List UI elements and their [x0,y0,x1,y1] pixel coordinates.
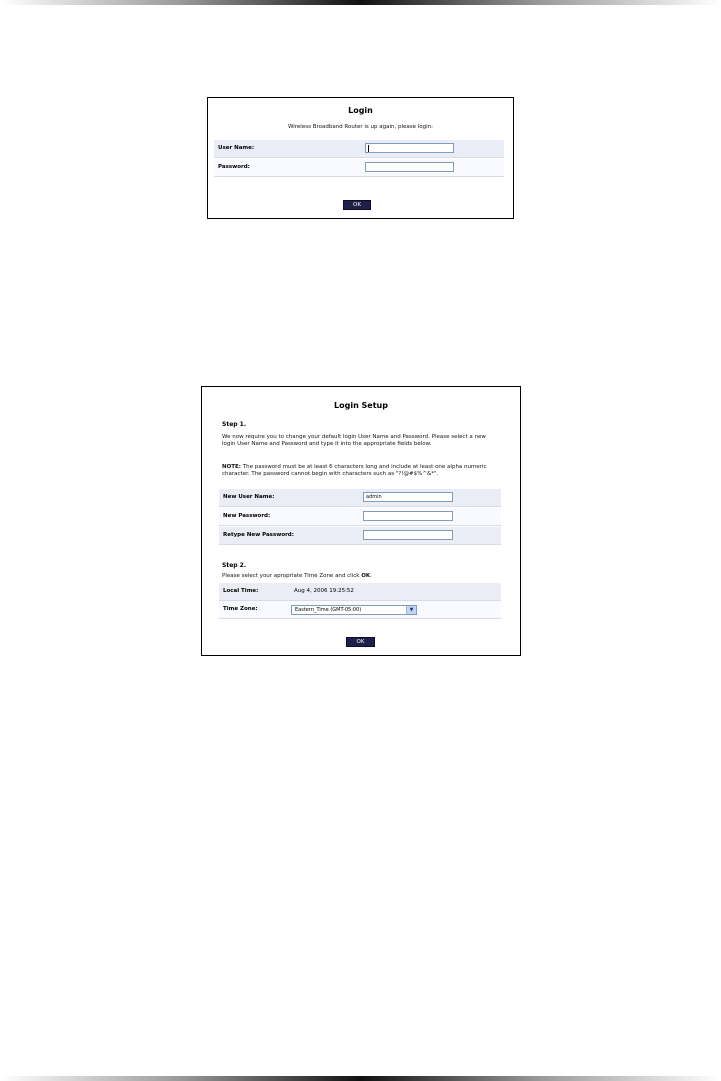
step2-heading: Step 2. [222,562,247,569]
step1-heading: Step 1. [222,421,247,428]
username-row [214,140,504,158]
new-username-row [219,489,501,507]
setup-ok-button[interactable]: OK [346,637,375,647]
new-password-row [219,508,501,526]
login-title: Login [348,106,373,115]
time-zone-selected: Eastern_Time (GMT-05:00) [295,607,362,613]
username-label: User Name: [218,145,255,151]
login-panel [207,97,514,219]
new-username-value: admin [366,494,382,500]
chevron-down-icon[interactable]: ▼ [406,606,416,614]
login-setup-title: Login Setup [334,401,388,410]
new-password-label: New Password: [223,513,271,519]
bottom-edge-bar [0,1076,721,1081]
retype-password-input[interactable] [363,530,453,540]
note-text: The password must be at least 6 characters long and include at least one alpha numeric character. The password cannot begin with characters such as "?!@#$%^&*". [222,464,487,477]
step2-instruction-prefix: Please select your apropriate Time Zone and click [222,573,362,579]
text-caret [368,145,369,152]
step1-note [222,464,500,478]
new-username-label: New User Name: [223,494,275,500]
login-setup-panel [201,386,521,656]
step2-instruction-suffix: . [370,573,372,579]
retype-password-row [219,527,501,545]
password-row [214,159,504,177]
local-time-value: Aug 4, 2006 19:25:52 [294,588,354,594]
step1-intro: We now require you to change your default login User Name and Password. Please select a new login User Name and Password and type it into the appropriate fields below. [222,434,486,447]
username-input[interactable] [365,143,454,153]
step2-instruction [222,573,502,580]
retype-password-label: Retype New Password: [223,532,294,538]
login-ok-button[interactable]: OK [343,200,371,210]
new-username-input[interactable] [363,492,453,502]
time-zone-select[interactable] [291,605,417,615]
note-label: NOTE: [222,464,241,470]
login-subtitle: Wireless Broadband Router is up again, please login: [287,124,434,130]
password-input[interactable] [365,162,454,172]
top-edge-bar [0,0,721,5]
local-time-label: Local Time: [223,588,259,594]
step2-instruction-bold: OK [361,573,371,579]
local-time-row [219,583,501,601]
time-zone-label: Time Zone: [223,606,258,612]
new-password-input[interactable] [363,511,453,521]
time-zone-row [219,601,501,619]
password-label: Password: [218,164,250,170]
